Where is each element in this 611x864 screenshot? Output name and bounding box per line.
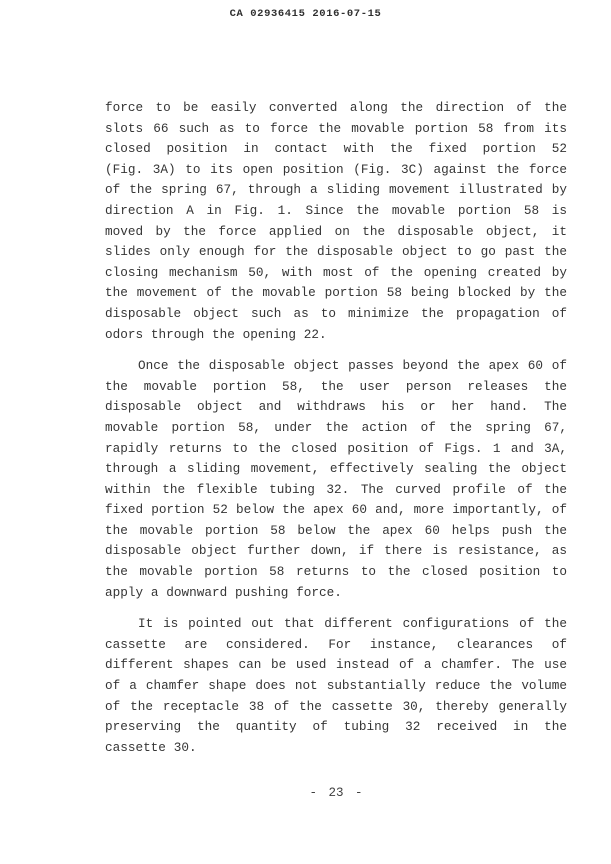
text-line: of the receptacle 38 of the cassette 30, thereby generally (105, 698, 567, 714)
text-line: slots 66 such as to force the movable portion 58 from its (105, 120, 567, 136)
text-line: within the flexible tubing 32. The curved profile of the (105, 481, 567, 497)
text-line: the movable portion 58 returns to the closed position to (105, 564, 567, 580)
text-line: apply a downward pushing force. (105, 584, 342, 600)
text-line: of the spring 67, through a sliding movement illustrated by (105, 182, 567, 198)
text-line: closing mechanism 50, with most of the opening created by (105, 264, 567, 280)
text-line: moved by the force applied on the disposable object, it (105, 223, 567, 239)
text-line: through a sliding movement, effectively sealing the object (105, 461, 567, 477)
text-line: the movable portion 58, the user person releases the (105, 378, 567, 394)
text-line: movable portion 58, under the action of the spring 67, (105, 419, 567, 435)
text-line: odors through the opening 22. (105, 326, 327, 342)
text-line: slides only enough for the disposable object to go past the (105, 244, 567, 260)
page-number: - 23 - (309, 786, 363, 800)
text-line: of a chamfer shape does not substantially reduce the volume (105, 678, 567, 694)
text-line: rapidly returns to the closed position of Figs. 1 and 3A, (105, 440, 567, 456)
text-line: the movable portion 58 below the apex 60 helps push the (105, 522, 567, 538)
text-line: closed position in contact with the fixed portion 52 (105, 141, 567, 157)
text-line: direction A in Fig. 1. Since the movable portion 58 is (105, 202, 567, 218)
page-header: CA 02936415 2016-07-15 (229, 8, 382, 20)
text-line: different shapes can be used instead of a chamfer. The use (105, 657, 567, 673)
text-line: disposable object and withdraws his or her hand. The (105, 399, 567, 415)
text-line: Once the disposable object passes beyond the apex 60 of (138, 358, 567, 374)
text-line: preserving the quantity of tubing 32 received in the (105, 719, 567, 735)
text-line: the movement of the movable portion 58 being blocked by the (105, 285, 567, 301)
text-line: cassette are considered. For instance, clearances of (105, 636, 567, 652)
document-body (105, 98, 567, 758)
paragraph (105, 356, 567, 603)
paragraph (105, 614, 567, 758)
text-line: cassette 30. (105, 739, 197, 755)
text-line: It is pointed out that different configurations of the (138, 616, 567, 632)
text-line: disposable object such as to minimize the propagation of (105, 305, 567, 321)
text-line: (Fig. 3A) to its open position (Fig. 3C) against the force (105, 161, 567, 177)
text-line: force to be easily converted along the direction of the (105, 100, 567, 115)
text-line: fixed portion 52 below the apex 60 and, more importantly, of (105, 502, 567, 518)
text-line: disposable object further down, if there is resistance, as (105, 543, 567, 559)
paragraph (105, 98, 567, 345)
